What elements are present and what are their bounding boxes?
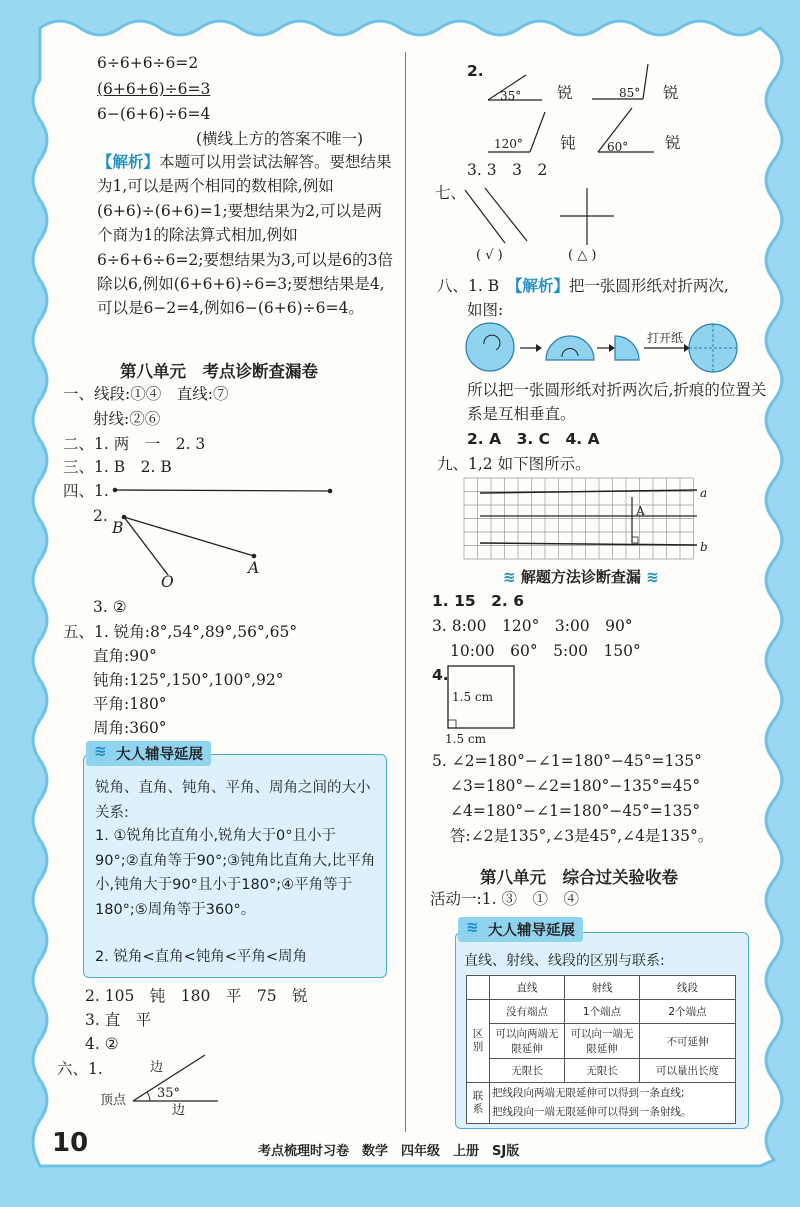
label-edge-1: 边 bbox=[150, 1060, 164, 1075]
q9-label: 九、1,2 如下图所示。 bbox=[437, 455, 591, 473]
unit8b-title: 第八单元 综合过关验收卷 bbox=[480, 868, 678, 887]
table-cell: 没有端点 bbox=[490, 1000, 565, 1024]
analysis-tag: 【解析】 bbox=[97, 153, 160, 171]
q6-label: 六、1. bbox=[57, 1060, 103, 1078]
label-edge-2: 边 bbox=[172, 1103, 186, 1118]
point-A: A bbox=[248, 559, 260, 577]
box1-point1: 1. ①锐角比直角小,锐角大于0°且小于90°;②直角等于90°;③钝角比直角大,比平角小,钝角大于90°且小于180°;④平角等于180°;⑤周角等于360°。 bbox=[95, 828, 376, 918]
angle-3-value: 120° bbox=[494, 137, 523, 151]
q6-3-line: 3. 3 3 2 bbox=[467, 161, 548, 179]
q8-conclusion: 所以把一张圆形纸对折两次后,折痕的位置关系是互相垂直。 bbox=[467, 381, 767, 424]
link-text-1: 把线段向两端无限延伸可以得到一条直线; bbox=[492, 1087, 685, 1099]
q8-2-answers: 2. A 3. C 4. A bbox=[467, 430, 600, 448]
angle-4-value: 60° bbox=[607, 140, 629, 154]
angle-3-type: 钝 bbox=[560, 134, 576, 152]
table-row bbox=[467, 1024, 736, 1059]
q4-2-label: 2. bbox=[93, 507, 108, 525]
table-row bbox=[467, 1083, 736, 1124]
unfold-label: 打开纸 bbox=[647, 331, 684, 345]
s2-q5d: 答:∠2是135°,∠3是45°,∠4是135°。 bbox=[450, 827, 714, 845]
q6-2-label: 2. bbox=[467, 62, 484, 80]
table-cell: 可以量出长度 bbox=[640, 1059, 736, 1083]
table-header: 直线 bbox=[490, 976, 565, 1000]
unit8-title: 第八单元 考点诊断查漏卷 bbox=[120, 362, 318, 381]
q7-label: 七、 bbox=[435, 184, 467, 202]
section-methods-title: 解题方法诊断查漏 bbox=[520, 568, 641, 586]
angle-2-type: 锐 bbox=[663, 84, 679, 102]
s2-q3a: 3. 8:00 120° 3:00 90° bbox=[432, 617, 633, 635]
tutor-tag-1-label: 大人辅导延展 bbox=[116, 747, 203, 763]
s2-q5c: ∠4=180°−∠1=180°−45°=135° bbox=[450, 802, 701, 820]
table-header: 线段 bbox=[640, 976, 736, 1000]
label-vertex: 顶点 bbox=[100, 1093, 127, 1108]
q5-obtuse: 钝角:125°,150°,100°,92° bbox=[93, 671, 284, 689]
angle-4-type: 锐 bbox=[665, 134, 681, 152]
square-side-2: 1.5 cm bbox=[445, 732, 486, 746]
table-cell: 无限长 bbox=[490, 1059, 565, 1083]
table-cell: 2个端点 bbox=[640, 1000, 736, 1024]
tutor-tag-2-label: 大人辅导延展 bbox=[488, 923, 575, 939]
angle-1-value: 35° bbox=[500, 89, 522, 103]
q5-right: 直角:90° bbox=[93, 647, 157, 665]
q4-1-label: 四、1. bbox=[63, 482, 109, 500]
point-B: B bbox=[112, 519, 124, 537]
box1-point2: 2. 锐角<直角<钝角<平角<周角 bbox=[95, 949, 308, 965]
q1-line-b: 射线:②⑥ bbox=[93, 410, 161, 428]
table-cell: 无限长 bbox=[565, 1059, 640, 1083]
wave-icon: ≋ bbox=[646, 568, 659, 586]
tutor-tag-2 bbox=[458, 917, 583, 942]
diff-label: 区别 bbox=[467, 1000, 490, 1083]
q8-1-text: 八、1. B bbox=[437, 277, 500, 295]
wave-icon: ≋ bbox=[94, 742, 107, 760]
angle-2-value: 85° bbox=[619, 86, 641, 100]
equation-note: (横线上方的答案不唯一) bbox=[196, 130, 364, 148]
s2-q5a: 5. ∠2=180°−∠1=180°−45°=135° bbox=[432, 752, 702, 770]
q8-analysis-tag: 【解析】 bbox=[514, 277, 569, 295]
page-number: 10 bbox=[52, 1128, 89, 1158]
link-text-2: 把线段向一端无限延伸可以得到一条射线。 bbox=[492, 1106, 692, 1118]
equation-2: (6+6+6)÷6=3 bbox=[97, 80, 211, 98]
wave-icon: ≋ bbox=[466, 918, 479, 936]
q8-analysis-text: 把一张圆形纸对折两次, bbox=[568, 277, 729, 295]
box2-title: 直线、射线、线段的区别与联系: bbox=[464, 953, 665, 969]
q5-acute: 五、1. 锐角:8°,54°,89°,56°,65° bbox=[63, 623, 298, 641]
s2-q1: 1. 15 2. 6 bbox=[432, 592, 524, 610]
point-O: O bbox=[161, 573, 174, 591]
q5-2-line: 2. 105 钝 180 平 75 锐 bbox=[85, 987, 308, 1005]
equation-3: 6−(6+6)÷6=4 bbox=[97, 105, 211, 123]
table-row bbox=[467, 1000, 736, 1024]
table-cell: 1个端点 bbox=[565, 1000, 640, 1024]
footer-text: 考点梳理时习卷 数学 四年级 上册 SJ版 bbox=[258, 1144, 520, 1159]
lines-comparison-table bbox=[466, 975, 736, 1124]
s2-q5b: ∠3=180°−∠2=180°−135°=45° bbox=[450, 777, 701, 795]
q4-3-line: 3. ② bbox=[93, 598, 127, 616]
q2-line: 二、1. 两 一 2. 3 bbox=[63, 435, 206, 453]
table-header: 射线 bbox=[565, 976, 640, 1000]
q5-round: 周角:360° bbox=[93, 719, 167, 737]
grid-point-A: A bbox=[636, 504, 645, 518]
link-label: 联系 bbox=[467, 1083, 490, 1124]
activity-1: 活动一:1. ③ ① ④ bbox=[430, 890, 579, 908]
label-35-deg: 35° bbox=[157, 1086, 181, 1101]
s2-q4: 4. bbox=[432, 666, 449, 684]
table-row bbox=[467, 1059, 736, 1083]
angle-1-type: 锐 bbox=[557, 84, 573, 102]
q1-line-a: 一、线段:①④ 直线:⑦ bbox=[63, 385, 229, 403]
grid-line-b: b bbox=[700, 540, 708, 554]
wave-icon: ≋ bbox=[503, 568, 516, 586]
grid-line-a: a bbox=[700, 486, 708, 500]
equation-1: 6÷6+6÷6=2 bbox=[97, 54, 199, 72]
table-cell: 可以向一端无限延伸 bbox=[565, 1024, 640, 1059]
q5-4-line: 4. ② bbox=[85, 1035, 119, 1053]
q8-text-2: 如图: bbox=[467, 301, 504, 319]
s2-q3b: 10:00 60° 5:00 150° bbox=[450, 642, 641, 660]
q7-answer-b: ( △ ) bbox=[568, 248, 597, 263]
table-cell: 可以向两端无限延伸 bbox=[490, 1024, 565, 1059]
q5-3-line: 3. 直 平 bbox=[85, 1011, 152, 1029]
q3-line: 三、1. B 2. B bbox=[63, 458, 172, 476]
table-cell: 不可延伸 bbox=[640, 1024, 736, 1059]
box1-title: 锐角、直角、钝角、平角、周角之间的大小关系: bbox=[95, 780, 371, 821]
table-header-row bbox=[467, 976, 736, 1000]
q5-flat: 平角:180° bbox=[93, 695, 167, 713]
q7-answer-a: ( √ ) bbox=[476, 248, 503, 263]
link-cell bbox=[490, 1083, 736, 1124]
analysis-text: 本题可以用尝试法解答。要想结果为1,可以是两个相同的数相除,例如(6+6)÷(6+6)=1;要想结果为2,可以是两个商为1的除法算式相加,例如6÷6+6÷6=2;要想结果为3,可以是6的3倍除以6,例如(6+6+6)÷6=3;要想结果是4,可以是6−2=4,例如6−(6+6)÷6=4。 bbox=[97, 153, 393, 318]
square-side-1: 1.5 cm bbox=[452, 690, 493, 704]
